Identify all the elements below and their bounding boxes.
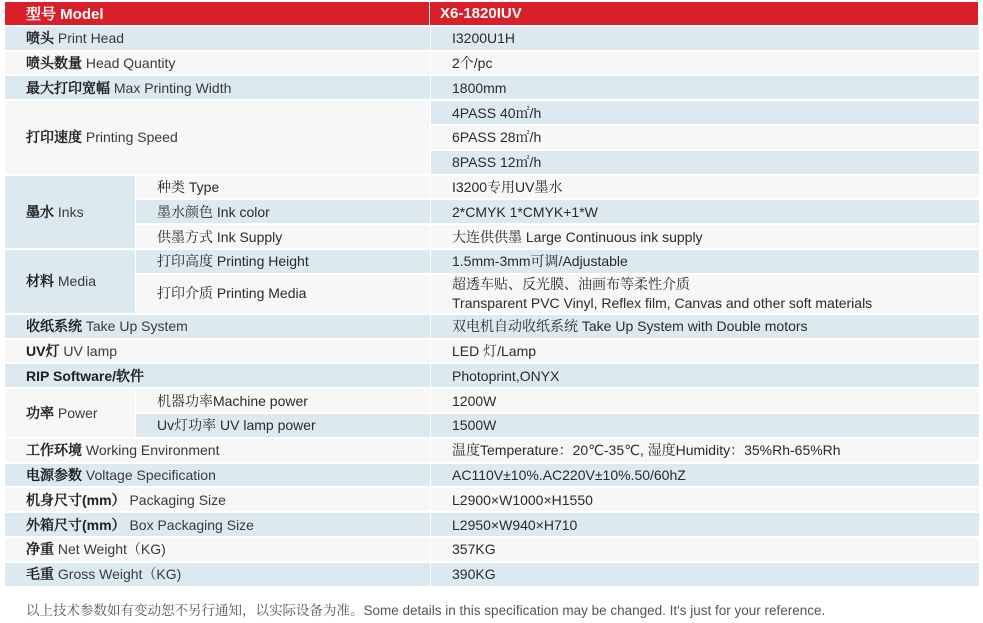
- ink-color-label: 墨水颜色 Ink color: [135, 200, 430, 225]
- gross-weight-cn: 毛重: [26, 566, 54, 583]
- printing-media-value-cn: 超透车贴、反光膜、油画布等柔性介质: [452, 275, 690, 292]
- printing-height-label: 打印高度 Printing Height: [135, 250, 430, 275]
- ink-type-value: I3200专用UV墨水: [430, 176, 979, 201]
- max-width-en: Max Printing Width: [113, 79, 232, 96]
- take-up-cn: 收纸系统: [26, 318, 82, 335]
- header-model-label: 型号 Model: [5, 2, 430, 27]
- row-power: [5, 389, 979, 414]
- inks-en: Inks: [57, 203, 84, 220]
- media-en: Media: [57, 273, 97, 290]
- environment-value: 温度Temperature：20℃-35℃, 湿度Humidity：35%Rh-65%Rh: [430, 439, 979, 464]
- voltage-value: AC110V±10%.AC220V±10%.50/60hZ: [430, 464, 979, 489]
- row-voltage: [5, 464, 979, 489]
- print-head-cn: 喷头: [26, 30, 54, 47]
- row-uv-lamp: [5, 340, 979, 365]
- printing-height-value: 1.5mm-3mm可调/Adjustable: [430, 250, 979, 275]
- environment-en: Working Environment: [85, 442, 220, 459]
- take-up-value: 双电机自动收纸系统 Take Up System with Double motors: [430, 315, 979, 340]
- spec-table: [5, 2, 979, 588]
- uv-lamp-power-value: 1500W: [430, 414, 979, 439]
- net-weight-cn: 净重: [26, 541, 54, 558]
- head-qty-en: Head Quantity: [85, 54, 176, 71]
- printing-media-value: [430, 275, 979, 315]
- head-qty-value: 2个/pc: [430, 52, 979, 77]
- ink-type-label: 种类 Type: [135, 176, 430, 201]
- net-weight-en: Net Weight（KG): [57, 541, 166, 558]
- packaging-cn: 机身尺寸(mm）: [26, 491, 126, 508]
- media-cn: 材料: [26, 273, 54, 290]
- uv-lamp-value: LED 灯/Lamp: [430, 340, 979, 365]
- row-print-head: [5, 27, 979, 52]
- ink-supply-label: 供墨方式 Ink Supply: [135, 225, 430, 250]
- speed-cn: 打印速度: [26, 129, 82, 146]
- machine-power-value: 1200W: [430, 389, 979, 414]
- voltage-cn: 电源参数: [26, 466, 82, 483]
- row-speed: [5, 101, 979, 126]
- box-value: L2950×W940×H710: [430, 513, 979, 538]
- header-model-value: X6-1820IUV: [430, 2, 979, 27]
- uv-lamp-power-label: Uv灯功率 UV lamp power: [135, 414, 430, 439]
- machine-power-label: 机器功率Machine power: [135, 389, 430, 414]
- packaging-value: L2900×W1000×H1550: [430, 488, 979, 513]
- gross-weight-en: Gross Weight（KG): [57, 566, 182, 583]
- head-qty-cn: 喷头数量: [26, 54, 82, 71]
- gross-weight-value: 390KG: [430, 563, 979, 588]
- speed-4pass: 4PASS 40㎡/h: [430, 101, 979, 126]
- print-head-value: I3200U1H: [430, 27, 979, 52]
- power-cn: 功率: [26, 404, 54, 421]
- uv-lamp-en: UV lamp: [63, 342, 118, 359]
- row-media: [5, 250, 979, 275]
- packaging-en: Packaging Size: [129, 491, 226, 508]
- header-row: [5, 2, 979, 27]
- ink-color-value: 2*CMYK 1*CMYK+1*W: [430, 200, 979, 225]
- row-net-weight: [5, 538, 979, 563]
- speed-en: Printing Speed: [85, 129, 178, 146]
- inks-cn: 墨水: [26, 203, 54, 220]
- printing-media-value-en: Transparent PVC Vinyl, Reflex film, Canvas and other soft materials: [452, 294, 873, 311]
- rip-cn: RIP Software/软件: [26, 367, 144, 384]
- box-en: Box Packaging Size: [129, 516, 254, 533]
- printing-media-label: 打印介质 Printing Media: [135, 275, 430, 315]
- take-up-en: Take Up System: [85, 318, 188, 335]
- row-gross-weight: [5, 563, 979, 588]
- uv-lamp-cn: UV灯: [26, 342, 60, 359]
- voltage-en: Voltage Specification: [85, 466, 216, 483]
- row-environment: [5, 439, 979, 464]
- environment-cn: 工作环境: [26, 442, 82, 459]
- row-take-up: [5, 315, 979, 340]
- speed-6pass: 6PASS 28㎡/h: [430, 126, 979, 151]
- box-cn: 外箱尺寸(mm）: [26, 516, 126, 533]
- rip-value: Photoprint,ONYX: [430, 364, 979, 389]
- power-en: Power: [57, 404, 98, 421]
- row-head-quantity: [5, 52, 979, 77]
- net-weight-value: 357KG: [430, 538, 979, 563]
- ink-supply-value: 大连供供墨 Large Continuous ink supply: [430, 225, 979, 250]
- row-rip: [5, 364, 979, 389]
- footer-note: 以上技术参数如有变动恕不另行通知，以实际设备为准。Some details in this specification may be changed. It's just for your reference.: [26, 603, 826, 618]
- row-max-width: [5, 76, 979, 101]
- row-inks: [5, 176, 979, 201]
- print-head-en: Print Head: [57, 30, 125, 47]
- speed-8pass: 8PASS 12㎡/h: [430, 151, 979, 176]
- row-box: [5, 513, 979, 538]
- max-width-cn: 最大打印宽幅: [26, 79, 110, 96]
- row-packaging: [5, 488, 979, 513]
- max-width-value: 1800mm: [430, 76, 979, 101]
